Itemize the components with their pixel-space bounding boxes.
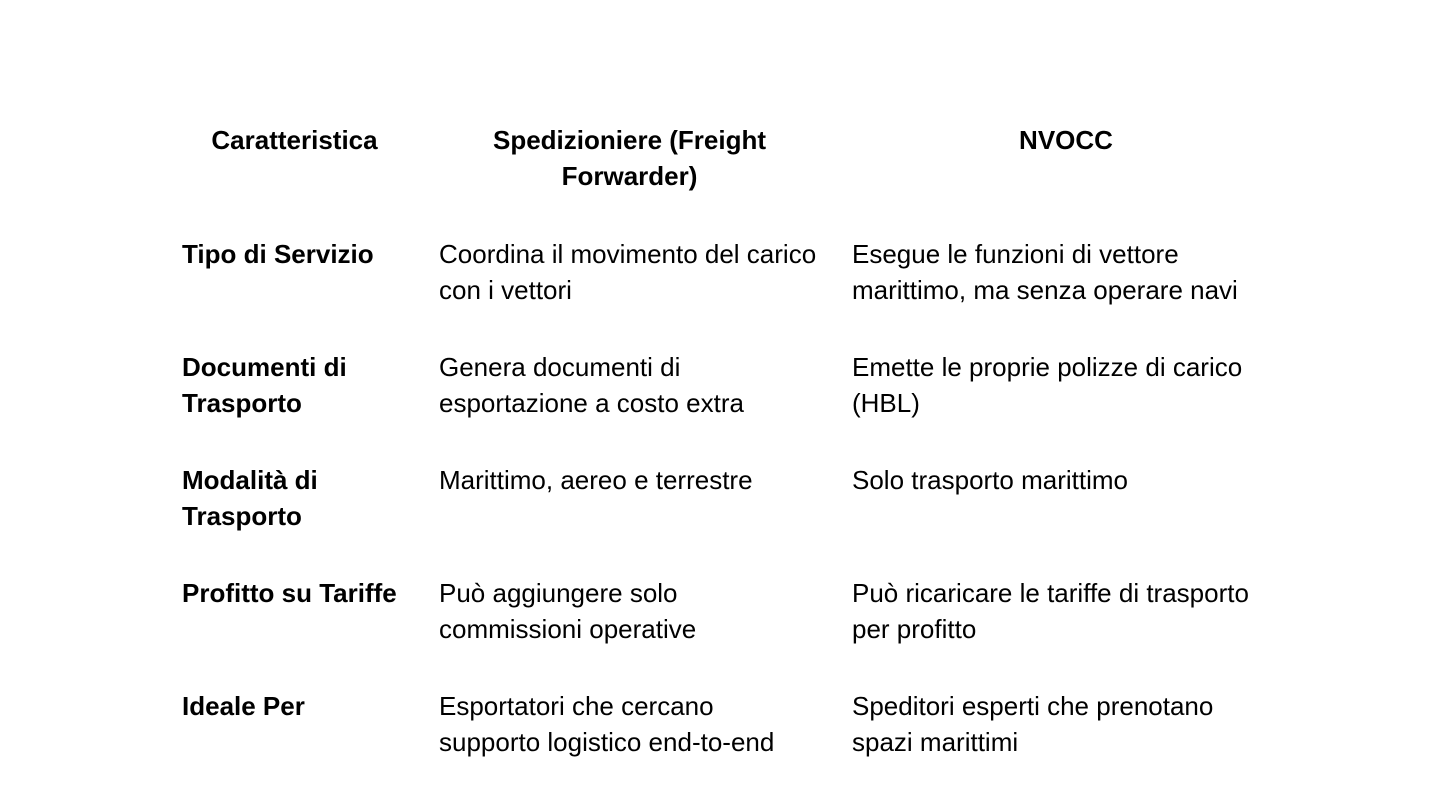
table-body [166,220,1296,785]
table-row [166,672,1296,785]
table-row [166,333,1296,446]
table-row [166,559,1296,672]
forwarder-cell: Marittimo, aereo e terrestre [439,465,753,495]
row-label: Modalità di Trasporto [182,465,318,531]
nvocc-cell: Solo trasporto marittimo [852,465,1128,495]
header-feature: Caratteristica [211,125,378,155]
nvocc-cell: Può ricaricare le tariffe di trasporto per profitto [852,578,1249,644]
row-label: Documenti di Trasporto [182,352,347,418]
forwarder-cell: Può aggiungere solo commissioni operative [439,578,697,644]
forwarder-cell: Esportatori che cercano supporto logistico end-to-end [439,691,775,757]
row-label: Ideale Per [182,691,305,721]
nvocc-cell: Speditori esperti che prenotano spazi marittimi [852,691,1214,757]
table-row [166,220,1296,333]
header-nvocc: NVOCC [1019,125,1113,155]
row-label: Tipo di Servizio [182,239,374,269]
nvocc-cell: Emette le proprie polizze di carico (HBL) [852,352,1243,418]
nvocc-cell: Esegue le funzioni di vettore marittimo, ma senza operare navi [852,239,1238,305]
row-label: Profitto su Tariffe [182,578,397,608]
table-row [166,446,1296,559]
table-header [166,106,1296,220]
forwarder-cell: Coordina il movimento del carico con i vettori [439,239,817,305]
comparison-table [166,106,1296,785]
header-row [166,106,1296,220]
header-freight-forwarder: Spedizioniere (Freight Forwarder) [492,125,767,191]
forwarder-cell: Genera documenti di esportazione a costo extra [439,352,744,418]
